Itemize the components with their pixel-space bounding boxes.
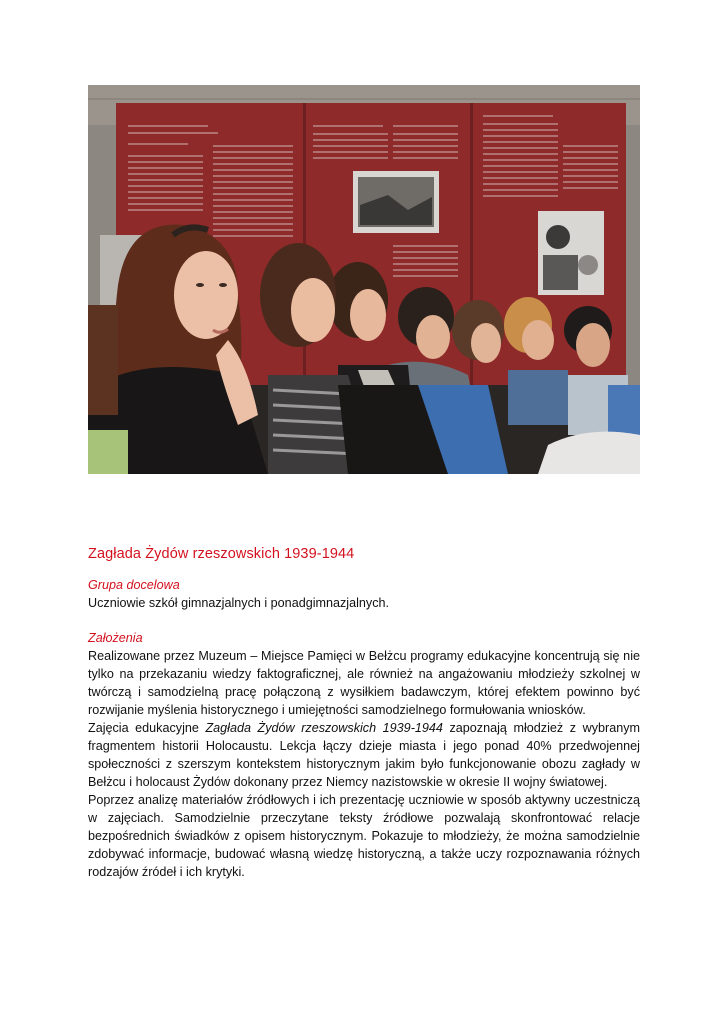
- target-group-text: Uczniowie szkół gimnazjalnych i ponadgimnazjalnych.: [88, 596, 389, 610]
- assumptions-paragraph-1: Realizowane przez Muzeum – Miejsce Pamięci w Bełżcu programy edukacyjne koncentrują się nie tylko na przekazaniu wiedzy faktograficznej, ale również na angażowaniu młodzieży szkolnej w twórczą i samodzielną pracę połączoną z wysiłkiem badawczym, której efektem powinno być rozwijanie myślenia historycznego i umiejętności samodzielnego formułowania wniosków.: [88, 649, 640, 717]
- photo-students-at-exhibition: [88, 85, 640, 474]
- assumptions-paragraph-3: Poprzez analizę materiałów źródłowych i ich prezentację uczniowie w sposób aktywny uczestniczą w zajęciach. Samodzielnie przeczytane teksty źródłowe pozwalają skonfrontować relacje bezpośrednich świadków z opisem historycznym. Pokazuje to młodzieży, że można samodzielnie zdobywać informacje, budować własną wiedzę historyczną, a także uczy rozpoznawania różnych rodzajów źródeł i ich krytyki.: [88, 793, 640, 879]
- assumptions-label: Założenia: [88, 631, 143, 645]
- paragraph-2-end: zapoznają młodzież z wybranym fragmentem historii Holocaustu. Lekcja łączy dzieje miasta i jego ponad 40% przedwojennej społeczności z szerszym kontekstem historycznym jakim było funkcjonowanie obozu zagłady w Bełżcu i holocaust Żydów dokonany przez Niemcy nazistowskie w okresie II wojny światowej.: [88, 721, 640, 789]
- paragraph-2-start: Zajęcia edukacyjne: [88, 721, 206, 735]
- document-text: [88, 546, 640, 881]
- assumptions-paragraph-2: [88, 719, 640, 791]
- target-group-label: Grupa docelowa: [88, 578, 180, 592]
- lesson-title-italic: Zagłada Żydów rzeszowskich 1939-1944: [205, 721, 443, 735]
- section-spacer: [88, 612, 640, 629]
- page-title: Zagłada Żydów rzeszowskich 1939-1944: [88, 546, 355, 562]
